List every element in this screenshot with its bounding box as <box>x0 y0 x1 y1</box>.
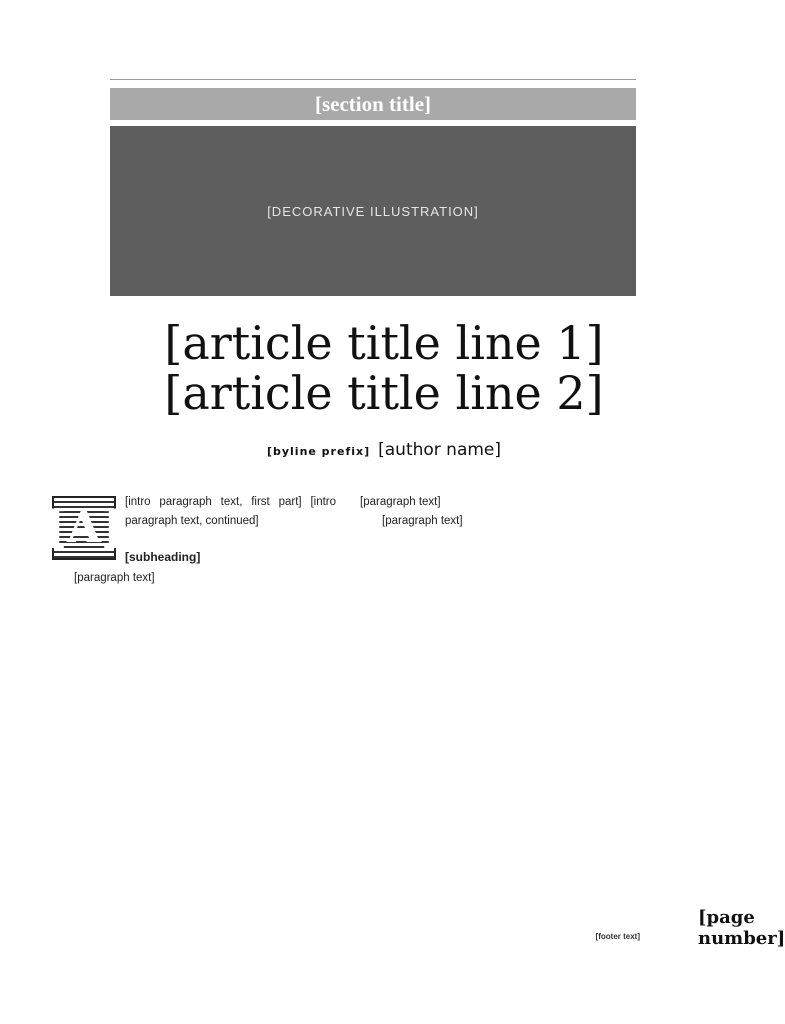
page-number: [page number] <box>698 907 785 949</box>
illustration-placeholder: [DECORATIVE ILLUSTRATION] <box>267 203 479 219</box>
article-title-line-2: [article title line 2] <box>164 366 604 420</box>
intro-text: [intro paragraph text, first part] <box>125 496 302 508</box>
byline-prefix: [byline prefix] <box>266 445 371 458</box>
intro-text-continued: [intro paragraph text, continued] <box>125 496 337 528</box>
paragraph-continued: [paragraph text] <box>360 496 441 508</box>
byline <box>0 440 768 460</box>
drop-cap: [A] <box>52 496 116 560</box>
text-column-right <box>360 493 644 532</box>
footer: [footer text] <box>595 932 640 941</box>
subheading: [subheading] <box>125 549 201 564</box>
author-name: [author name] <box>378 440 502 460</box>
section-title: [section title] <box>314 91 432 116</box>
section-header-bar <box>110 88 636 120</box>
text-column-left <box>46 493 337 588</box>
paragraph: [paragraph text] <box>382 515 463 528</box>
top-rule <box>110 79 636 80</box>
intro-paragraph <box>46 493 337 554</box>
article-title <box>0 318 768 418</box>
illustration <box>110 126 636 296</box>
paragraph: [paragraph text] <box>74 571 155 584</box>
article-title-line-1: [article title line 1] <box>164 316 604 370</box>
